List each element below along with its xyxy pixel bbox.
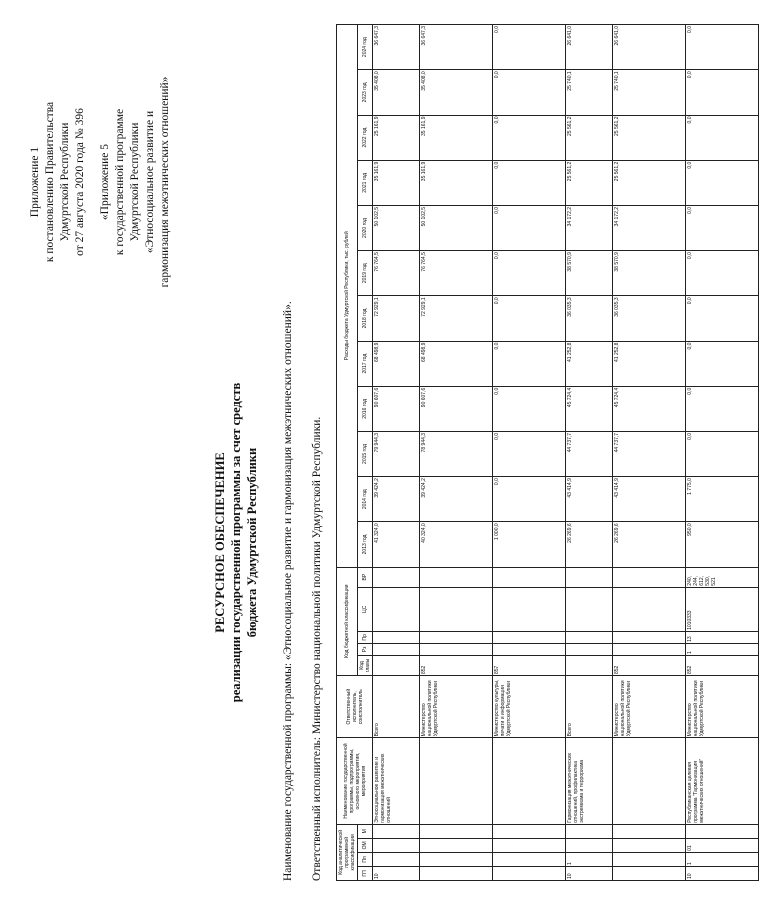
cell-value: 0,0 xyxy=(686,386,759,431)
cell-gp xyxy=(493,866,566,880)
appendix-line: от 27 августа 2020 года № 396 xyxy=(74,108,86,256)
cell-value: 41 252,8 xyxy=(566,341,613,386)
table-row xyxy=(373,25,420,881)
cell-value: 0,0 xyxy=(686,70,759,115)
cell-value: 0,0 xyxy=(493,115,566,160)
cell-value: 43 414,9 xyxy=(566,477,613,522)
cell-value: 0,0 xyxy=(493,477,566,522)
title-line: бюджета Удмуртской Республики xyxy=(245,447,259,638)
cell-value: 40 324,0 xyxy=(420,522,493,567)
cell-value: 72 929,1 xyxy=(373,296,420,341)
cell-om xyxy=(613,838,686,852)
cell-pr xyxy=(613,631,686,643)
cell-value: 50 102,5 xyxy=(420,205,493,250)
cell-value: 36 035,3 xyxy=(613,296,686,341)
cell-om xyxy=(566,838,613,852)
cell-value: 38 570,9 xyxy=(613,251,686,296)
cell-value: 0,0 xyxy=(686,160,759,205)
cell-grbs: 857 xyxy=(493,655,566,675)
header-om: ОМ xyxy=(358,838,373,852)
appendix-line: Приложение 1 xyxy=(29,146,41,218)
cell-value: 0,0 xyxy=(686,341,759,386)
cell-name: Этносоциальное развитие и гармонизация межэтнических отношений xyxy=(373,738,420,824)
cell-value: 39 424,2 xyxy=(420,477,493,522)
appendix-block xyxy=(28,32,173,332)
cell-om xyxy=(420,838,493,852)
cell-cs: 1010333 xyxy=(686,587,759,631)
cell-m xyxy=(493,824,566,838)
cell-pp: 1 xyxy=(566,852,613,866)
cell-cs xyxy=(373,587,420,631)
cell-m xyxy=(613,824,686,838)
cell-pp xyxy=(420,852,493,866)
cell-value: 68 498,9 xyxy=(420,341,493,386)
cell-m xyxy=(566,824,613,838)
cell-rz: 1 xyxy=(686,643,759,655)
header-year: 2013 год xyxy=(358,522,373,567)
program-appendix-line: «Этносоциальное развитие и xyxy=(144,110,156,254)
cell-value: 35 408,0 xyxy=(373,70,420,115)
cell-value: 0,0 xyxy=(686,115,759,160)
cell-om xyxy=(493,838,566,852)
cell-value: 78 944,3 xyxy=(420,431,493,476)
cell-value: 0,0 xyxy=(493,25,566,70)
cell-rz xyxy=(566,643,613,655)
cell-value: 0,0 xyxy=(493,205,566,250)
cell-executor: Всего xyxy=(373,676,420,738)
cell-vr xyxy=(613,567,686,587)
cell-gp xyxy=(613,866,686,880)
cell-value: 0,0 xyxy=(686,431,759,476)
cell-value: 41 252,8 xyxy=(613,341,686,386)
program-appendix-line: гармонизация межэтнических отношений» xyxy=(159,76,171,288)
cell-value: 0,0 xyxy=(686,296,759,341)
cell-gp: 10 xyxy=(373,866,420,880)
table-row xyxy=(566,25,613,881)
cell-value: 25 561,2 xyxy=(566,160,613,205)
cell-executor: Министерство культуры, печати и информации Удмуртской Республики xyxy=(493,676,566,738)
cell-value: 36 035,3 xyxy=(566,296,613,341)
cell-value: 36 647,3 xyxy=(420,25,493,70)
header-year: 2019 год xyxy=(358,251,373,296)
cell-pr xyxy=(373,631,420,643)
header-m: М xyxy=(358,824,373,838)
cell-vr xyxy=(373,567,420,587)
cell-value: 950,0 xyxy=(686,522,759,567)
header-vr: ВР xyxy=(358,567,373,587)
header-year: 2017 год xyxy=(358,341,373,386)
cell-value: 25 161,9 xyxy=(373,115,420,160)
cell-om: 01 xyxy=(686,838,759,852)
cell-name xyxy=(420,738,493,824)
header-gp: ГП xyxy=(358,866,373,880)
cell-value: 0,0 xyxy=(686,205,759,250)
table-row xyxy=(493,25,566,881)
cell-value: 0,0 xyxy=(493,251,566,296)
title-line: РЕСУРСНОЕ ОБЕСПЕЧЕНИЕ xyxy=(213,452,227,633)
cell-value: 50 102,5 xyxy=(373,205,420,250)
title-line: реализации государственной программы за счет средств xyxy=(229,382,243,703)
cell-value: 34 172,2 xyxy=(566,205,613,250)
header-year: 2022 год xyxy=(358,115,373,160)
cell-grbs xyxy=(373,655,420,675)
cell-value: 36 647,3 xyxy=(373,25,420,70)
cell-value: 0,0 xyxy=(493,70,566,115)
document-title xyxy=(212,300,260,785)
cell-value: 0,0 xyxy=(686,25,759,70)
cell-value: 25 740,1 xyxy=(613,70,686,115)
cell-name xyxy=(613,738,686,824)
cell-executor: Всего xyxy=(566,676,613,738)
cell-value: 0,0 xyxy=(493,386,566,431)
cell-value: 35 161,9 xyxy=(373,160,420,205)
cell-cs xyxy=(493,587,566,631)
header-pp: Пп xyxy=(358,852,373,866)
cell-gp: 10 xyxy=(566,866,613,880)
cell-pr: 13 xyxy=(686,631,759,643)
table-row xyxy=(613,25,686,881)
cell-grbs: 852 xyxy=(613,655,686,675)
cell-rz xyxy=(613,643,686,655)
table-row xyxy=(686,25,759,881)
cell-cs xyxy=(613,587,686,631)
header-year: 2021 год xyxy=(358,160,373,205)
program-appendix-line: Удмуртской Республики xyxy=(129,122,141,242)
cell-value: 34 172,2 xyxy=(613,205,686,250)
cell-grbs: 852 xyxy=(686,655,759,675)
cell-m xyxy=(686,824,759,838)
cell-m xyxy=(420,824,493,838)
header-year: 2024 год xyxy=(358,25,373,70)
cell-value: 39 424,2 xyxy=(373,477,420,522)
cell-value: 41 324,0 xyxy=(373,522,420,567)
cell-gp xyxy=(420,866,493,880)
responsible-executor: Ответственный исполнитель: Министерство национальной политики Удмуртской Республики. xyxy=(311,416,323,881)
cell-value: 35 161,9 xyxy=(420,160,493,205)
cell-value: 72 929,1 xyxy=(420,296,493,341)
cell-value: 45 724,4 xyxy=(613,386,686,431)
cell-rz xyxy=(493,643,566,655)
header-year: 2018 год xyxy=(358,296,373,341)
table-row xyxy=(420,25,493,881)
header-budget-code: Код бюджетной классификации xyxy=(337,567,358,676)
cell-vr: 240, 244, 612, 530, 521 xyxy=(686,567,759,587)
cell-value: 0,0 xyxy=(493,431,566,476)
cell-pp xyxy=(493,852,566,866)
cell-value: 26 641,0 xyxy=(566,25,613,70)
cell-pp xyxy=(373,852,420,866)
cell-value: 0,0 xyxy=(493,296,566,341)
header-expenses: Расходы бюджета Удмуртской Республики, тыс. рублей xyxy=(337,25,358,568)
cell-executor: Министерство национальной политики Удмуртской Республики xyxy=(686,676,759,738)
cell-value: 90 607,6 xyxy=(420,386,493,431)
cell-pr xyxy=(420,631,493,643)
cell-name: Гармонизация межэтнических отношений, профилактика экстремизма и терроризма xyxy=(566,738,613,824)
header-name: Наименование государственной программы, подпрограммы, основного мероприятия, мероприятия xyxy=(337,738,373,824)
cell-value: 38 570,9 xyxy=(566,251,613,296)
header-analytic-code: Код аналитической программной классификации xyxy=(337,824,358,880)
cell-m xyxy=(373,824,420,838)
cell-name: Республиканская целевая программа "Гармонизация межэтнических отношений" xyxy=(686,738,759,824)
header-year: 2015 год xyxy=(358,431,373,476)
cell-rz xyxy=(420,643,493,655)
cell-value: 25 561,2 xyxy=(566,115,613,160)
cell-name xyxy=(493,738,566,824)
cell-value: 35 408,0 xyxy=(420,70,493,115)
cell-value: 25 740,1 xyxy=(566,70,613,115)
cell-executor: Министерство национальной политики Удмуртской Республики xyxy=(613,676,686,738)
cell-cs xyxy=(566,587,613,631)
header-executor: Ответственный исполнитель, соисполнитель xyxy=(337,676,373,738)
program-name: Наименование государственной программы: «Этносоциальное развитие и гармонизация межэтнических отношений». xyxy=(282,301,294,881)
header-year: 2020 год xyxy=(358,205,373,250)
header-year: 2014 год xyxy=(358,477,373,522)
header-cs: ЦС xyxy=(358,587,373,631)
cell-value: 76 764,5 xyxy=(373,251,420,296)
appendix-line: Удмуртской Республики xyxy=(59,122,71,242)
header-year: 2023 год xyxy=(358,70,373,115)
cell-om xyxy=(373,838,420,852)
cell-value: 1 000,0 xyxy=(493,522,566,567)
cell-value: 44 737,7 xyxy=(613,431,686,476)
budget-table xyxy=(336,24,759,881)
cell-value: 43 414,9 xyxy=(613,477,686,522)
program-appendix-line: «Приложение 5 xyxy=(99,143,111,221)
header-pr: Пр xyxy=(358,631,373,643)
cell-value: 35 161,9 xyxy=(420,115,493,160)
header-rz: Рз xyxy=(358,643,373,655)
cell-value: 25 561,2 xyxy=(613,160,686,205)
cell-value: 26 269,6 xyxy=(613,522,686,567)
cell-value: 25 561,2 xyxy=(613,115,686,160)
header-year: 2016 год xyxy=(358,386,373,431)
cell-pr xyxy=(493,631,566,643)
cell-cs xyxy=(420,587,493,631)
cell-value: 44 737,7 xyxy=(566,431,613,476)
cell-value: 0,0 xyxy=(493,160,566,205)
cell-value: 26 269,6 xyxy=(566,522,613,567)
program-appendix-line: к государственной программе xyxy=(114,108,126,256)
cell-value: 76 764,5 xyxy=(420,251,493,296)
cell-value: 1 775,0 xyxy=(686,477,759,522)
cell-value: 26 641,0 xyxy=(613,25,686,70)
cell-vr xyxy=(420,567,493,587)
appendix-line: к постановлению Правительства xyxy=(44,101,56,263)
cell-gp: 10 xyxy=(686,866,759,880)
cell-value: 79 944,3 xyxy=(373,431,420,476)
cell-executor: Министерство национальной политики Удмуртской Республики xyxy=(420,676,493,738)
cell-value: 0,0 xyxy=(686,251,759,296)
header-grbs: Код главы xyxy=(358,655,373,675)
cell-grbs xyxy=(566,655,613,675)
cell-grbs: 852 xyxy=(420,655,493,675)
cell-pr xyxy=(566,631,613,643)
cell-value: 68 498,9 xyxy=(373,341,420,386)
cell-value: 90 607,6 xyxy=(373,386,420,431)
cell-vr xyxy=(493,567,566,587)
cell-rz xyxy=(373,643,420,655)
cell-pp: 1 xyxy=(686,852,759,866)
cell-value: 45 724,4 xyxy=(566,386,613,431)
cell-vr xyxy=(566,567,613,587)
cell-pp xyxy=(613,852,686,866)
cell-value: 0,0 xyxy=(493,341,566,386)
